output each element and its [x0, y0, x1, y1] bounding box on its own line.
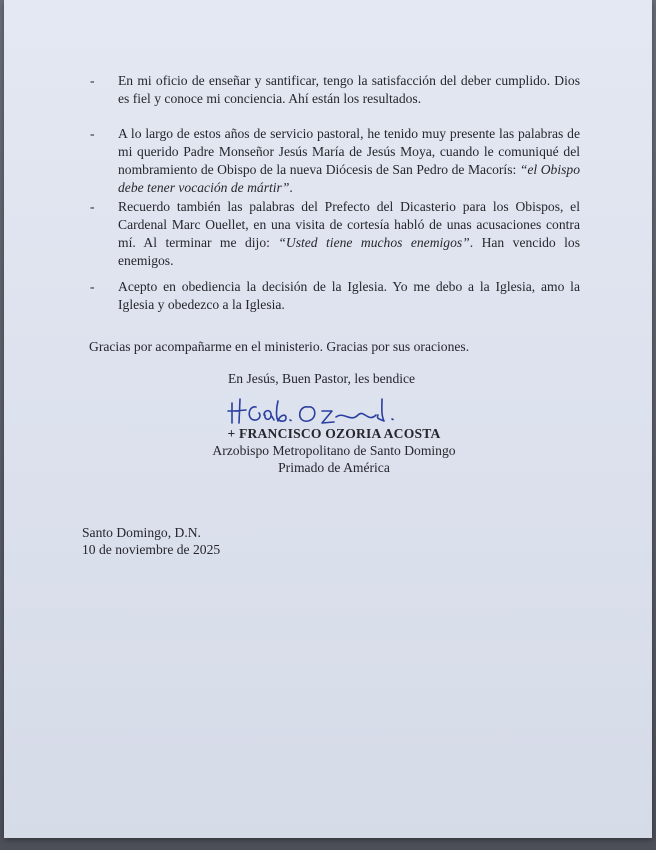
list-item	[90, 72, 580, 108]
list-item	[90, 198, 580, 270]
bullet-dash: -	[90, 199, 95, 214]
signature-stroke	[377, 399, 384, 421]
blessing-line: En Jesús, Buen Pastor, les bendice	[228, 371, 416, 386]
signature-stroke	[264, 411, 274, 420]
list-item	[90, 125, 580, 197]
closing-line: Gracias por acompañarme en el ministerio. Gracias por sus oraciones.	[89, 339, 470, 354]
paragraph-text: A lo largo de estos años de servicio pastoral, he tenido muy presente las palabras de mi querido Padre Monseñor Jesús María de Jesús Moya, cuando le comuniqué del nombramiento de Obispo de la nueva Diócesis de San Pedro de Macorís:	[118, 126, 580, 177]
paragraph-tail: . Han vencido los enemigos.	[118, 235, 580, 268]
paragraph-text: En mi oficio de enseñar y santificar, tengo la satisfacción del deber cumplido. Dios es fiel y conoce mi conciencia. Ahí están los resultados.	[118, 73, 580, 106]
signature-stroke	[290, 420, 291, 421]
bullet-dash: -	[90, 126, 95, 141]
letter-page	[4, 0, 652, 838]
quotation: “Usted tiene muchos enemigos”	[278, 235, 470, 250]
bullet-dash: -	[90, 73, 95, 88]
signer-name: + FRANCISCO OZORIA ACOSTA	[227, 426, 441, 441]
date-line: 10 de noviembre de 2025	[82, 542, 221, 557]
signature-stroke	[392, 419, 393, 420]
handwritten-signature	[226, 393, 406, 427]
signature-stroke	[322, 411, 334, 423]
paragraph-text: Acepto en obediencia la decisión de la Iglesia. Yo me debo a la Iglesia, amo la Iglesia y obedezco a la Iglesia.	[118, 279, 580, 312]
signature-stroke	[300, 407, 315, 421]
bullet-dash: -	[90, 279, 95, 294]
list-item	[90, 278, 580, 314]
signature-stroke	[277, 401, 287, 421]
signer-role: Primado de América	[278, 460, 390, 475]
bullet-text	[118, 198, 580, 270]
signature-stroke	[336, 413, 376, 417]
paragraph-text: Recuerdo también las palabras del Prefecto del Dicasterio para los Obispos, el Cardenal Marc Ouellet, en una visita de cortesía habló de unas acusaciones contra mí. Al terminar me dijo:	[118, 199, 580, 250]
bullet-text	[118, 72, 580, 108]
signer-title: Arzobispo Metropolitano de Santo Domingo	[212, 443, 456, 458]
quotation: “el Obispo debe tener vocación de mártir”	[118, 162, 580, 195]
bullet-text	[118, 278, 580, 314]
signature-stroke	[235, 399, 246, 423]
signature-stroke	[249, 407, 260, 420]
place-line: Santo Domingo, D.N.	[82, 525, 201, 540]
paragraph-tail: .	[289, 180, 293, 195]
signature-stroke	[228, 403, 238, 423]
bullet-text	[118, 125, 580, 197]
